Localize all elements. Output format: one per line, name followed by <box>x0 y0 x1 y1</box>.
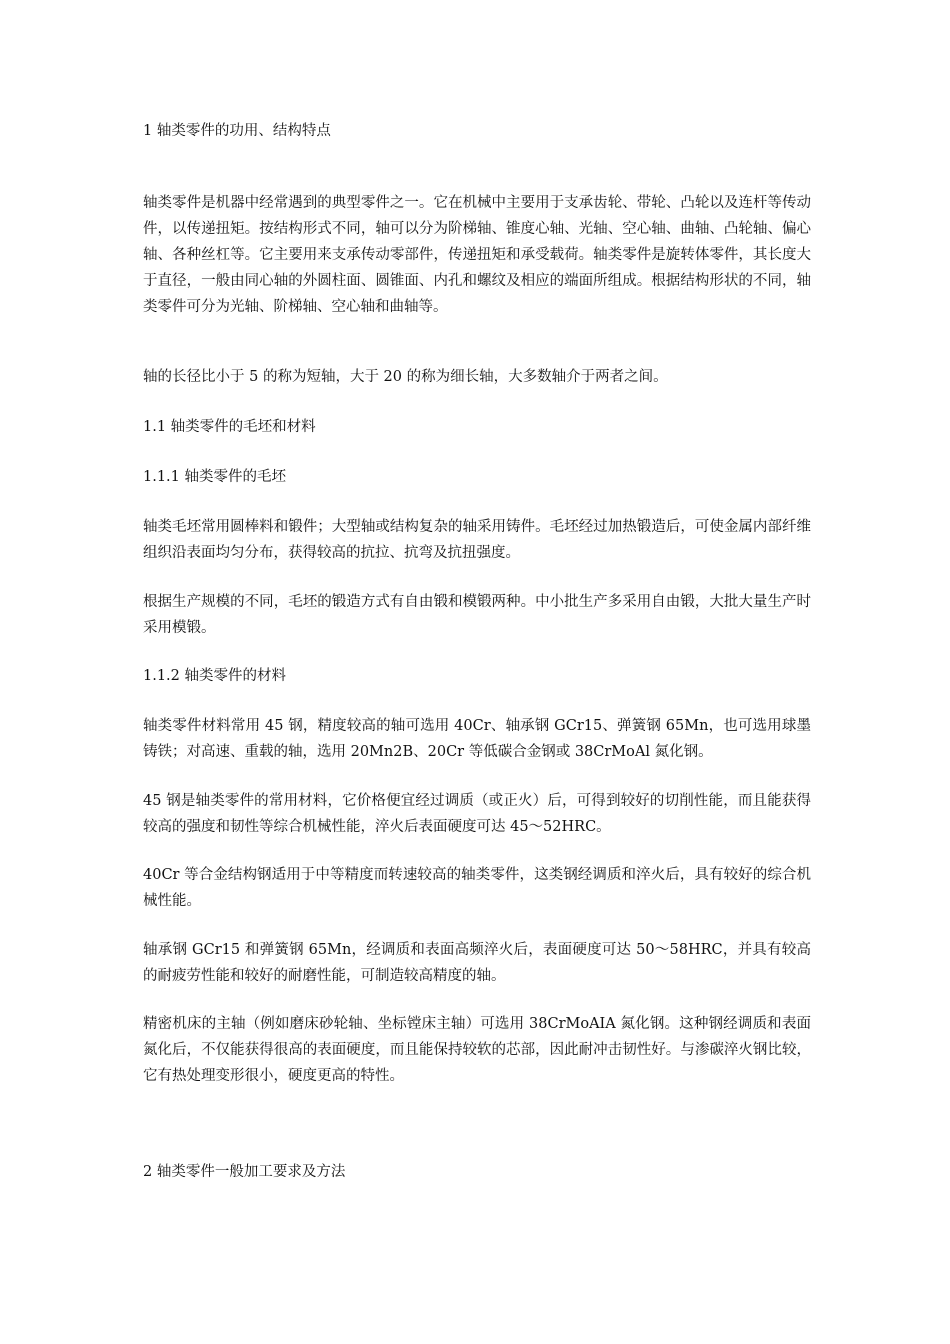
material-paragraph-2: 45 钢是轴类零件的常用材料，它价格便宜经过调质（或正火）后，可得到较好的切削性能，而且能获得较高的强度和韧性等综合机械性能，淬火后表面硬度可达 45～52HRC。 <box>143 793 811 835</box>
section-heading-2: 2 轴类零件一般加工要求及方法 <box>143 1164 346 1180</box>
material-paragraph-5: 精密机床的主轴（例如磨床砂轮轴、坐标镗床主轴）可选用 38CrMoAIA 氮化钢。这种钢经调质和表面氮化后，不仅能获得很高的表面硬度，而且能保持较软的芯部，因此耐冲击韧性好。与渗碳淬火钢比较，它有热处理变形很小，硬度更高的特性。 <box>143 1016 811 1084</box>
section-heading-1: 1 轴类零件的功用、结构特点 <box>143 123 331 139</box>
blank-paragraph-1: 轴类毛坯常用圆棒料和锻件；大型轴或结构复杂的轴采用铸件。毛坯经过加热锻造后，可使金属内部纤维组织沿表面均匀分布，获得较高的抗拉、抗弯及抗扭强度。 <box>143 519 811 561</box>
section-heading-1-1-1: 1.1.1 轴类零件的毛坯 <box>143 469 287 485</box>
material-paragraph-1: 轴类零件材料常用 45 钢，精度较高的轴可选用 40Cr、轴承钢 GCr15、弹簧钢 65Mn，也可选用球墨铸铁；对高速、重载的轴，选用 20Mn2B、20Cr 等低碳合金钢或 38CrMoAl 氮化钢。 <box>143 718 811 760</box>
section-heading-1-1-2: 1.1.2 轴类零件的材料 <box>143 668 287 684</box>
blank-paragraph-2: 根据生产规模的不同，毛坯的锻造方式有自由锻和模锻两种。中小批生产多采用自由锻，大批大量生产时采用模锻。 <box>143 594 811 636</box>
section-heading-1-1: 1.1 轴类零件的毛坯和材料 <box>143 419 316 435</box>
material-paragraph-4: 轴承钢 GCr15 和弹簧钢 65Mn，经调质和表面高频淬火后，表面硬度可达 50～58HRC，并具有较高的耐疲劳性能和较好的耐磨性能，可制造较高精度的轴。 <box>143 942 811 984</box>
material-paragraph-3: 40Cr 等合金结构钢适用于中等精度而转速较高的轴类零件，这类钢经调质和淬火后，具有较好的综合机械性能。 <box>143 867 811 909</box>
length-ratio-paragraph: 轴的长径比小于 5 的称为短轴，大于 20 的称为细长轴，大多数轴介于两者之间。 <box>143 369 668 385</box>
intro-paragraph: 轴类零件是机器中经常遇到的典型零件之一。它在机械中主要用于支承齿轮、带轮、凸轮以及连杆等传动件，以传递扭矩。按结构形式不同，轴可以分为阶梯轴、锥度心轴、光轴、空心轴、曲轴、凸轮轴、偏心轴、各种丝杠等。它主要用来支承传动零部件，传递扭矩和承受载荷。轴类零件是旋转体零件，其长度大于直径，一般由同心轴的外圆柱面、圆锥面、内孔和螺纹及相应的端面所组成。根据结构形状的不同，轴类零件可分为光轴、阶梯轴、空心轴和曲轴等。 <box>143 195 811 315</box>
